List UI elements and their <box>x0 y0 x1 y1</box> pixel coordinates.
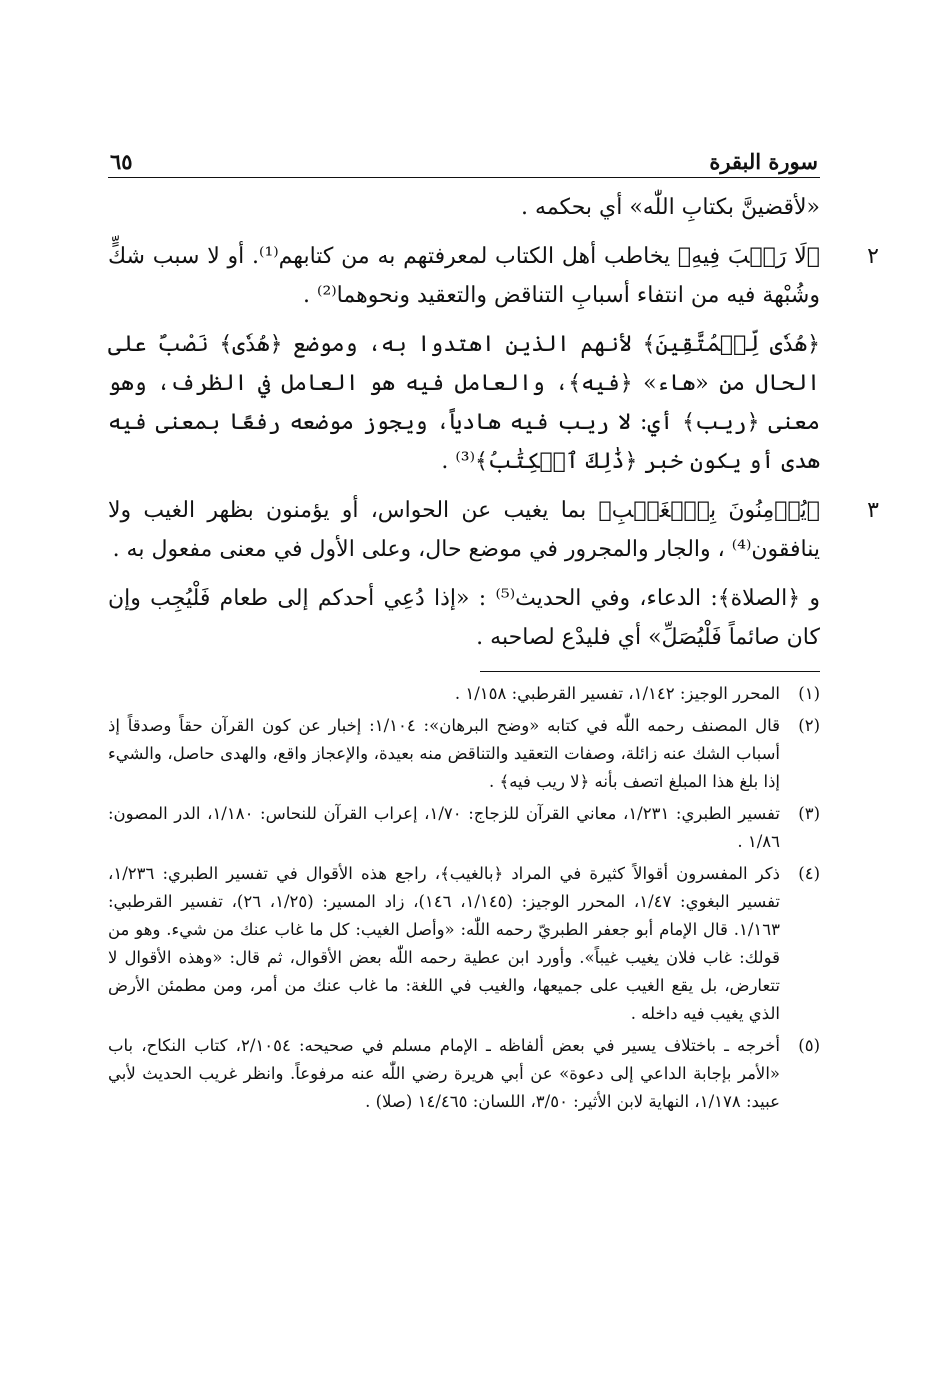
paragraph: ﴿لَا رَيۡبَ فِيهِ﴾ يخاطب أهل الكتاب لمعرفتهم به من كتابهم⁽¹⁾. أو لا سبب شكٍّ وشُبْهة فيه من انتفاء أسبابِ التناقض والتعقيد ونحوهما⁽²⁾ . <box>108 244 820 308</box>
surah-title: سورة البقرة <box>709 149 818 174</box>
verse-number: ٣ <box>867 498 879 523</box>
footnote <box>108 800 820 856</box>
footnote <box>108 1032 820 1116</box>
footnote-number: (٢) <box>798 716 820 735</box>
footnote-text: قال المصنف رحمه اللّٰه في كتابه «وضح البرهان»: ١/١٠٤: إخبار عن كون القرآن حقاً وصدقاً إذ أسباب الشك عنه زائلة، وصفات التعقيد والتناقض منه بعيدة، والإعجاز واقع، والهدى حاصل، والشيء إذا بلغ هذا المبلغ اتصف بأنه ﴿لا ريب فيه﴾ . <box>108 716 780 791</box>
footnote-number: (٤) <box>798 864 820 883</box>
footnote <box>108 680 820 708</box>
verse-block-2 <box>108 237 879 315</box>
footnote <box>108 860 820 1028</box>
footnote-number: (٥) <box>798 1036 820 1055</box>
footnote-text: تفسير الطبري: ١/٢٣١، معاني القرآن للزجاج: ١/٧٠، إعراب القرآن للنحاس: ١/١٨٠، الدر المصون: ١/٨٦ . <box>108 804 780 851</box>
page-header <box>108 140 820 178</box>
page-number: ٦٥ <box>110 149 133 174</box>
footnote <box>108 712 820 796</box>
main-text <box>108 188 879 657</box>
paragraph: ﴿يُؤۡمِنُونَ بِٱلۡغَيۡبِ﴾ بما يغيب عن الحواس، أو يؤمنون بظهر الغيب ولا ينافقون⁽⁴⁾ ، والجار والمجرور في موضع حال، وعلى الأول في معنى مفعول به . <box>108 498 820 562</box>
footnote-divider <box>480 671 820 672</box>
verse-number: ٢ <box>867 244 879 269</box>
footnote-number: (٣) <box>798 804 820 823</box>
footnotes <box>108 680 820 1116</box>
footnote-text: المحرر الوجيز: ١/١٤٢، تفسير القرطبي: ١/١٥٨ . <box>454 684 780 703</box>
footnote-number: (١) <box>798 684 820 703</box>
paragraph: و ﴿الصلاة﴾: الدعاء، وفي الحديث⁽⁵⁾ : «إذا دُعِي أحدكم إلى طعام فَلْيُجِب وإن كان صائماً فَلْيُصَلِّ» أي فليدْع لصاحبه . <box>108 586 820 650</box>
book-page <box>108 140 879 1116</box>
paragraph: ﴿هُدٗى لِّلۡمُتَّقِينَ﴾ لأنهم الذين اهتدوا به، وموضع ﴿هُدٗى﴾ نَصْبٌ على الحال من «هاء» ﴿فيه﴾، والعامل فيه هو العامل في الظرف، وهو معنى ﴿ريب﴾ أي: لا ريب فيه هادياً، ويجوز موضعه رفعًا بمعنى فيه هدى أو يكون خبر ﴿ذَٰلِكَ ٱلۡكِتَٰبُ﴾⁽³⁾ . <box>108 332 820 474</box>
paragraph: «لأقضينَّ بكتابِ اللّٰه» أي بحكمه . <box>521 195 820 220</box>
footnote-text: ذكر المفسرون أقوالاً كثيرة في المراد ﴿بالغيب﴾، راجع هذه الأقوال في تفسير الطبري: ١/٢٣٦، تفسير البغوي: ١/٤٧، المحرر الوجيز: (١/١٤٥، ١٤٦)، زاد المسير: (١/٢٥، ٢٦)، تفسير القرطبي: ١/١٦٣. قال الإمام أبو جعفر الطبريّ رحمه اللّٰه: «وأصل الغيب: كل ما غاب عنك من شيء. وهو من قولك: غاب فلان يغيب غيباً». وأورد ابن عطية رحمه اللّٰه بعض الأقوال، ثم قال: «وهذه الأقوال لا تتعارض، بل يقع الغيب على جميعها، والغيب في اللغة: ما غاب عنك من أمر، ومن مطمئن الأرض الذي يغيب فيه داخله . <box>108 864 781 1023</box>
footnote-text: أخرجه ـ باختلاف يسير في بعض ألفاظه ـ الإمام مسلم في صحيحه: ٢/١٠٥٤، كتاب النكاح، باب «الأمر بإجابة الداعي إلى دعوة» عن أبي هريرة رضي اللّٰه عنه مرفوعاً. وانظر غريب الحديث لأبي عبيد: ١/١٧٨، النهاية لابن الأثير: ٣/٥٠، اللسان: ١٤/٤٦٥ (صلا) . <box>108 1036 780 1111</box>
verse-block-3 <box>108 491 879 569</box>
